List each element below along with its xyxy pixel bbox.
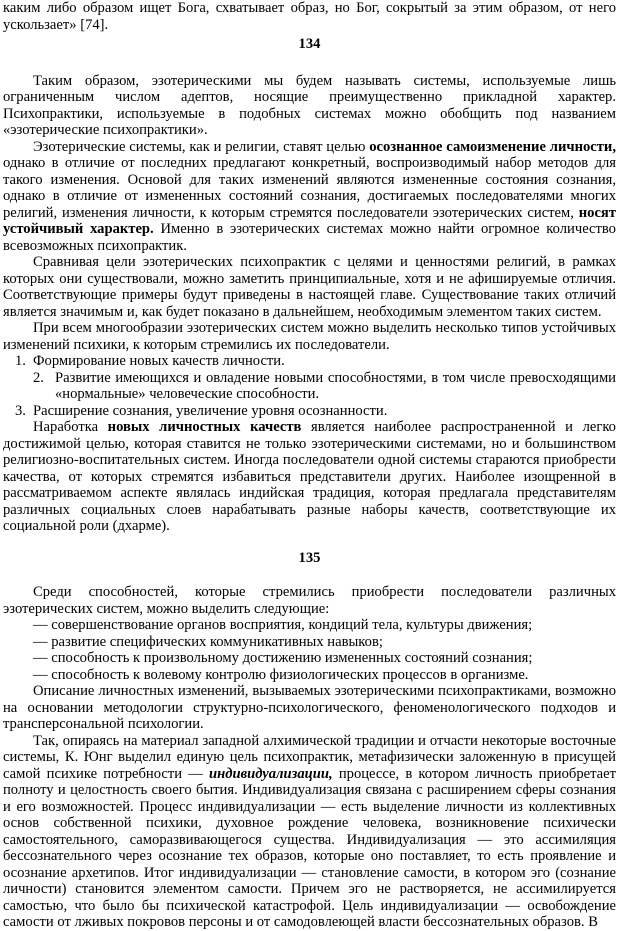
- paragraph-esoteric-definition: Таким образом, эзотерическими мы будем называть системы, используемые лишь ограниченным числом адептов, носящие преимущественно прикладной характер. Психопрактики, используемые в подобных системах можно обобщить под названием «эзотерические психопрактики».: [3, 72, 616, 138]
- paragraph-personal-qualities: [3, 419, 616, 535]
- page-number-135: 135: [298, 549, 321, 566]
- list-number: 2.: [33, 369, 44, 386]
- list-text: Расширение сознания, увеличение уровня осознанности.: [33, 402, 388, 419]
- paragraph-abilities-intro: Среди способностей, которые стремились приобрести последователи различных эзотерических систем, можно выделить следующие:: [3, 584, 616, 617]
- paragraph-esoteric-goals: [3, 139, 616, 255]
- list-item-3: [3, 403, 616, 420]
- list-number: 1.: [15, 353, 26, 369]
- text-segment: однако в отличие от последних предлагают конкретный, воспроизводимый набор методов для такого изменения. Основой для таких изменений являются измененные состояния сознания, однако в отличие от измененных состояний сознания, достигаемых последователями многих религий, изменения личности, к которым стремятся последователи эзотерических систем,: [3, 155, 616, 221]
- dash-item-4: — способность к волевому контролю физиологических процессов в организме.: [33, 666, 529, 683]
- text-segment: Эзотерические системы, как и религии, ставят целью: [33, 138, 370, 155]
- bold-italic-individuation: индивидуализации,: [209, 765, 333, 782]
- text-segment: Именно в эзотерических системах можно найти огромное количество всевозможных психопрактик.: [3, 221, 616, 254]
- list-item-1: [3, 353, 616, 370]
- page-number-134: 134: [298, 36, 321, 52]
- text-segment: процессе, в котором личность приобретает полноту и целостность своего бытия. Индивидуализация связана с расширением сферы сознания и его возможностей. Процесс индивидуализации — есть выделение личности из коллективных основ собственной психики, духовное рождение человека, возникновение психически самостоятельного, саморазвивающегося существа. Индивидуализация — это ассимиляция бессознательного через осознание тех образов, которые оно поставляет, то есть проявление и осознание архетипов. Итог индивидуализации — становление самости, в котором эго (сознание личности) становится элементом самости. Причем эго не растворяется, не ассимилируется самостью, что было бы психической катастрофой. Цель индивидуализации — освобождение самости от лживых покровов персоны и от самодовлеющей власти бессознательных образов. В: [3, 765, 616, 930]
- dash-item-3: — способность к произвольному достижению измененных состояний сознания;: [33, 650, 533, 666]
- paragraph-jung-individuation: [3, 733, 616, 931]
- list-text: Формирование новых качеств личности.: [33, 353, 285, 369]
- bold-phrase-self-change: осознанное самоизменение личности,: [369, 138, 616, 155]
- dash-item-2: — развитие специфических коммуникативных навыков;: [33, 633, 383, 650]
- carryover-text: каким либо образом ищет Бога, схватывает образ, но Бог, сокрытый за этим образом, от него ускользает» [74].: [3, 0, 616, 33]
- list-text: Развитие имеющихся и овладение новыми способностями, в том числе превосходящими «нормальные» человеческие способности.: [55, 369, 616, 402]
- paragraph-types-intro: При всем многообразии эзотерических систем можно выделить несколько типов устойчивых изменений психики, к которым стремились их последователи.: [3, 320, 616, 353]
- paragraph-methodology: Описание личностных изменений, вызываемых эзотерическими психопрактиками, возможно на основании методологии структурно-психологического, феноменологического подходов и трансперсональной психологии.: [3, 683, 616, 732]
- text-segment: является наиболее распространенной и легко достижимой целью, которая ставится не только эзотерическими системами, но и большинством религиозно-воспитательных систем. Иногда последователи одной системы стараются приобрести качества, от которых стремятся избавиться представители других. Наиболее изощренной в рассматриваемом аспекте являлась индийская традиция, которая предлагала представителям различных социальных слоев нарабатывать разные наборы качеств, соответствующие их социальной роли (дхарме).: [3, 419, 616, 534]
- dash-item-1: — совершенствование органов восприятия, кондиций тела, культуры движения;: [33, 617, 533, 633]
- text-segment: Наработка: [33, 419, 108, 435]
- list-number: 3.: [15, 402, 26, 419]
- list-item-2: [3, 370, 616, 403]
- bold-phrase-new-qualities: новых личностных качеств: [107, 419, 302, 435]
- bold-phrase-stable-character: носят устойчивый характер.: [3, 204, 616, 237]
- text-segment: Так, опираясь на материал западной алхимической традиции и отчасти некоторые восточные системы, К. Юнг выделил единую цель психопрактик, метафизически заложенную в присущей самой психике потребности —: [3, 732, 616, 782]
- paragraph-comparison: Сравнивая цели эзотерических психопрактик с целями и ценностями религий, в рамках которых они существовали, можно заметить принципиальные, хотя и не афишируемые отличия. Соответствующие примеры будут приведены в настоящей главе. Существование таких отличий является значимым и, как будет показано в дальнейшем, необходимым элементом таких систем.: [3, 254, 616, 320]
